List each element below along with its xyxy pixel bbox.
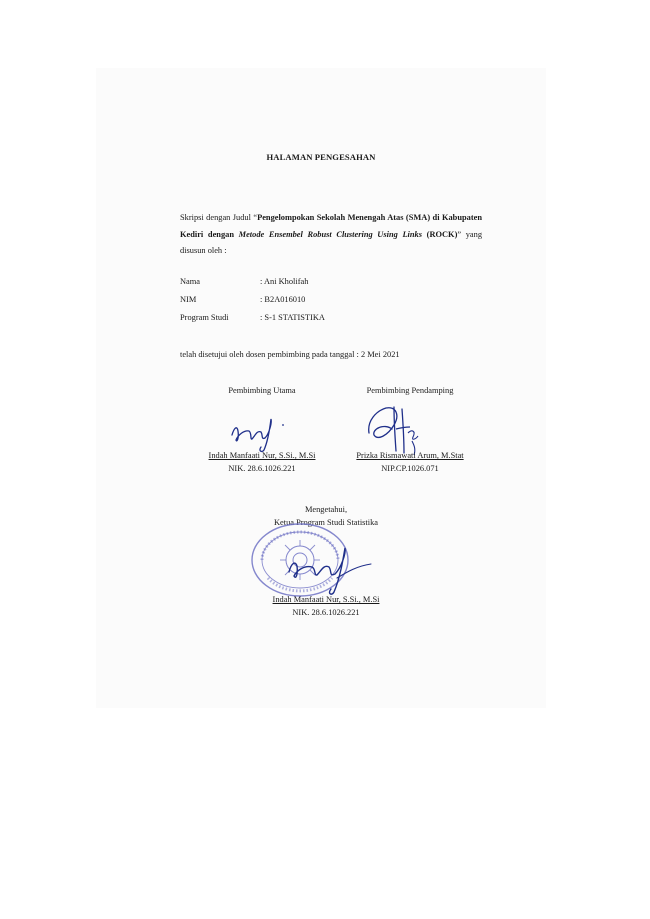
field-label-nim: NIM	[180, 295, 197, 304]
acknowledged-role: Ketua Program Studi Statistika	[274, 518, 378, 527]
main-supervisor-id: NIK. 28.6.1026.221	[228, 464, 296, 473]
co-supervisor-name: Prizka Rismawati Arum, M.Stat	[356, 451, 464, 460]
thesis-title-part-2: (ROCK)	[422, 229, 458, 239]
co-supervisor-signature	[364, 403, 434, 458]
field-value-program: : S-1 STATISTIKA	[260, 313, 325, 322]
co-supervisor-id: NIP.CP.1026.071	[381, 464, 439, 473]
head-of-program-name: Indah Manfaati Nur, S.Si., M.Si	[272, 595, 380, 604]
thesis-title-part-1: Pengelompokan Sekolah Menengah Atas (SMA) di Kabupaten Kediri dengan	[180, 213, 482, 239]
co-supervisor-role: Pembimbing Pendamping	[366, 386, 454, 395]
head-of-program-id: NIK. 28.6.1026.221	[292, 608, 360, 617]
page-title: HALAMAN PENGESAHAN	[266, 152, 376, 162]
acknowledged-heading: Mengetahui,	[304, 505, 348, 514]
approval-statement: telah disetujui oleh dosen pembimbing pada tanggal : 2 Mei 2021	[180, 350, 400, 359]
intro-prefix: Skripsi dengan Judul “	[180, 213, 258, 222]
main-supervisor-role: Pembimbing Utama	[228, 386, 296, 395]
field-value-name: : Ani Kholifah	[260, 277, 309, 286]
main-supervisor-name: Indah Manfaati Nur, S.Si., M.Si	[208, 451, 316, 460]
thesis-title-method: Metode Ensembel Robust Clustering Using Links	[238, 229, 422, 239]
main-supervisor-signature	[228, 413, 288, 453]
scanned-page	[96, 68, 546, 708]
thesis-statement	[180, 210, 482, 260]
field-value-nim: : B2A016010	[260, 295, 306, 304]
field-label-program: Program Studi	[180, 313, 229, 322]
head-of-program-signature	[281, 538, 376, 598]
intro-suffix: ” yang disusun oleh :	[180, 229, 483, 255]
field-label-name: Nama	[180, 277, 200, 286]
